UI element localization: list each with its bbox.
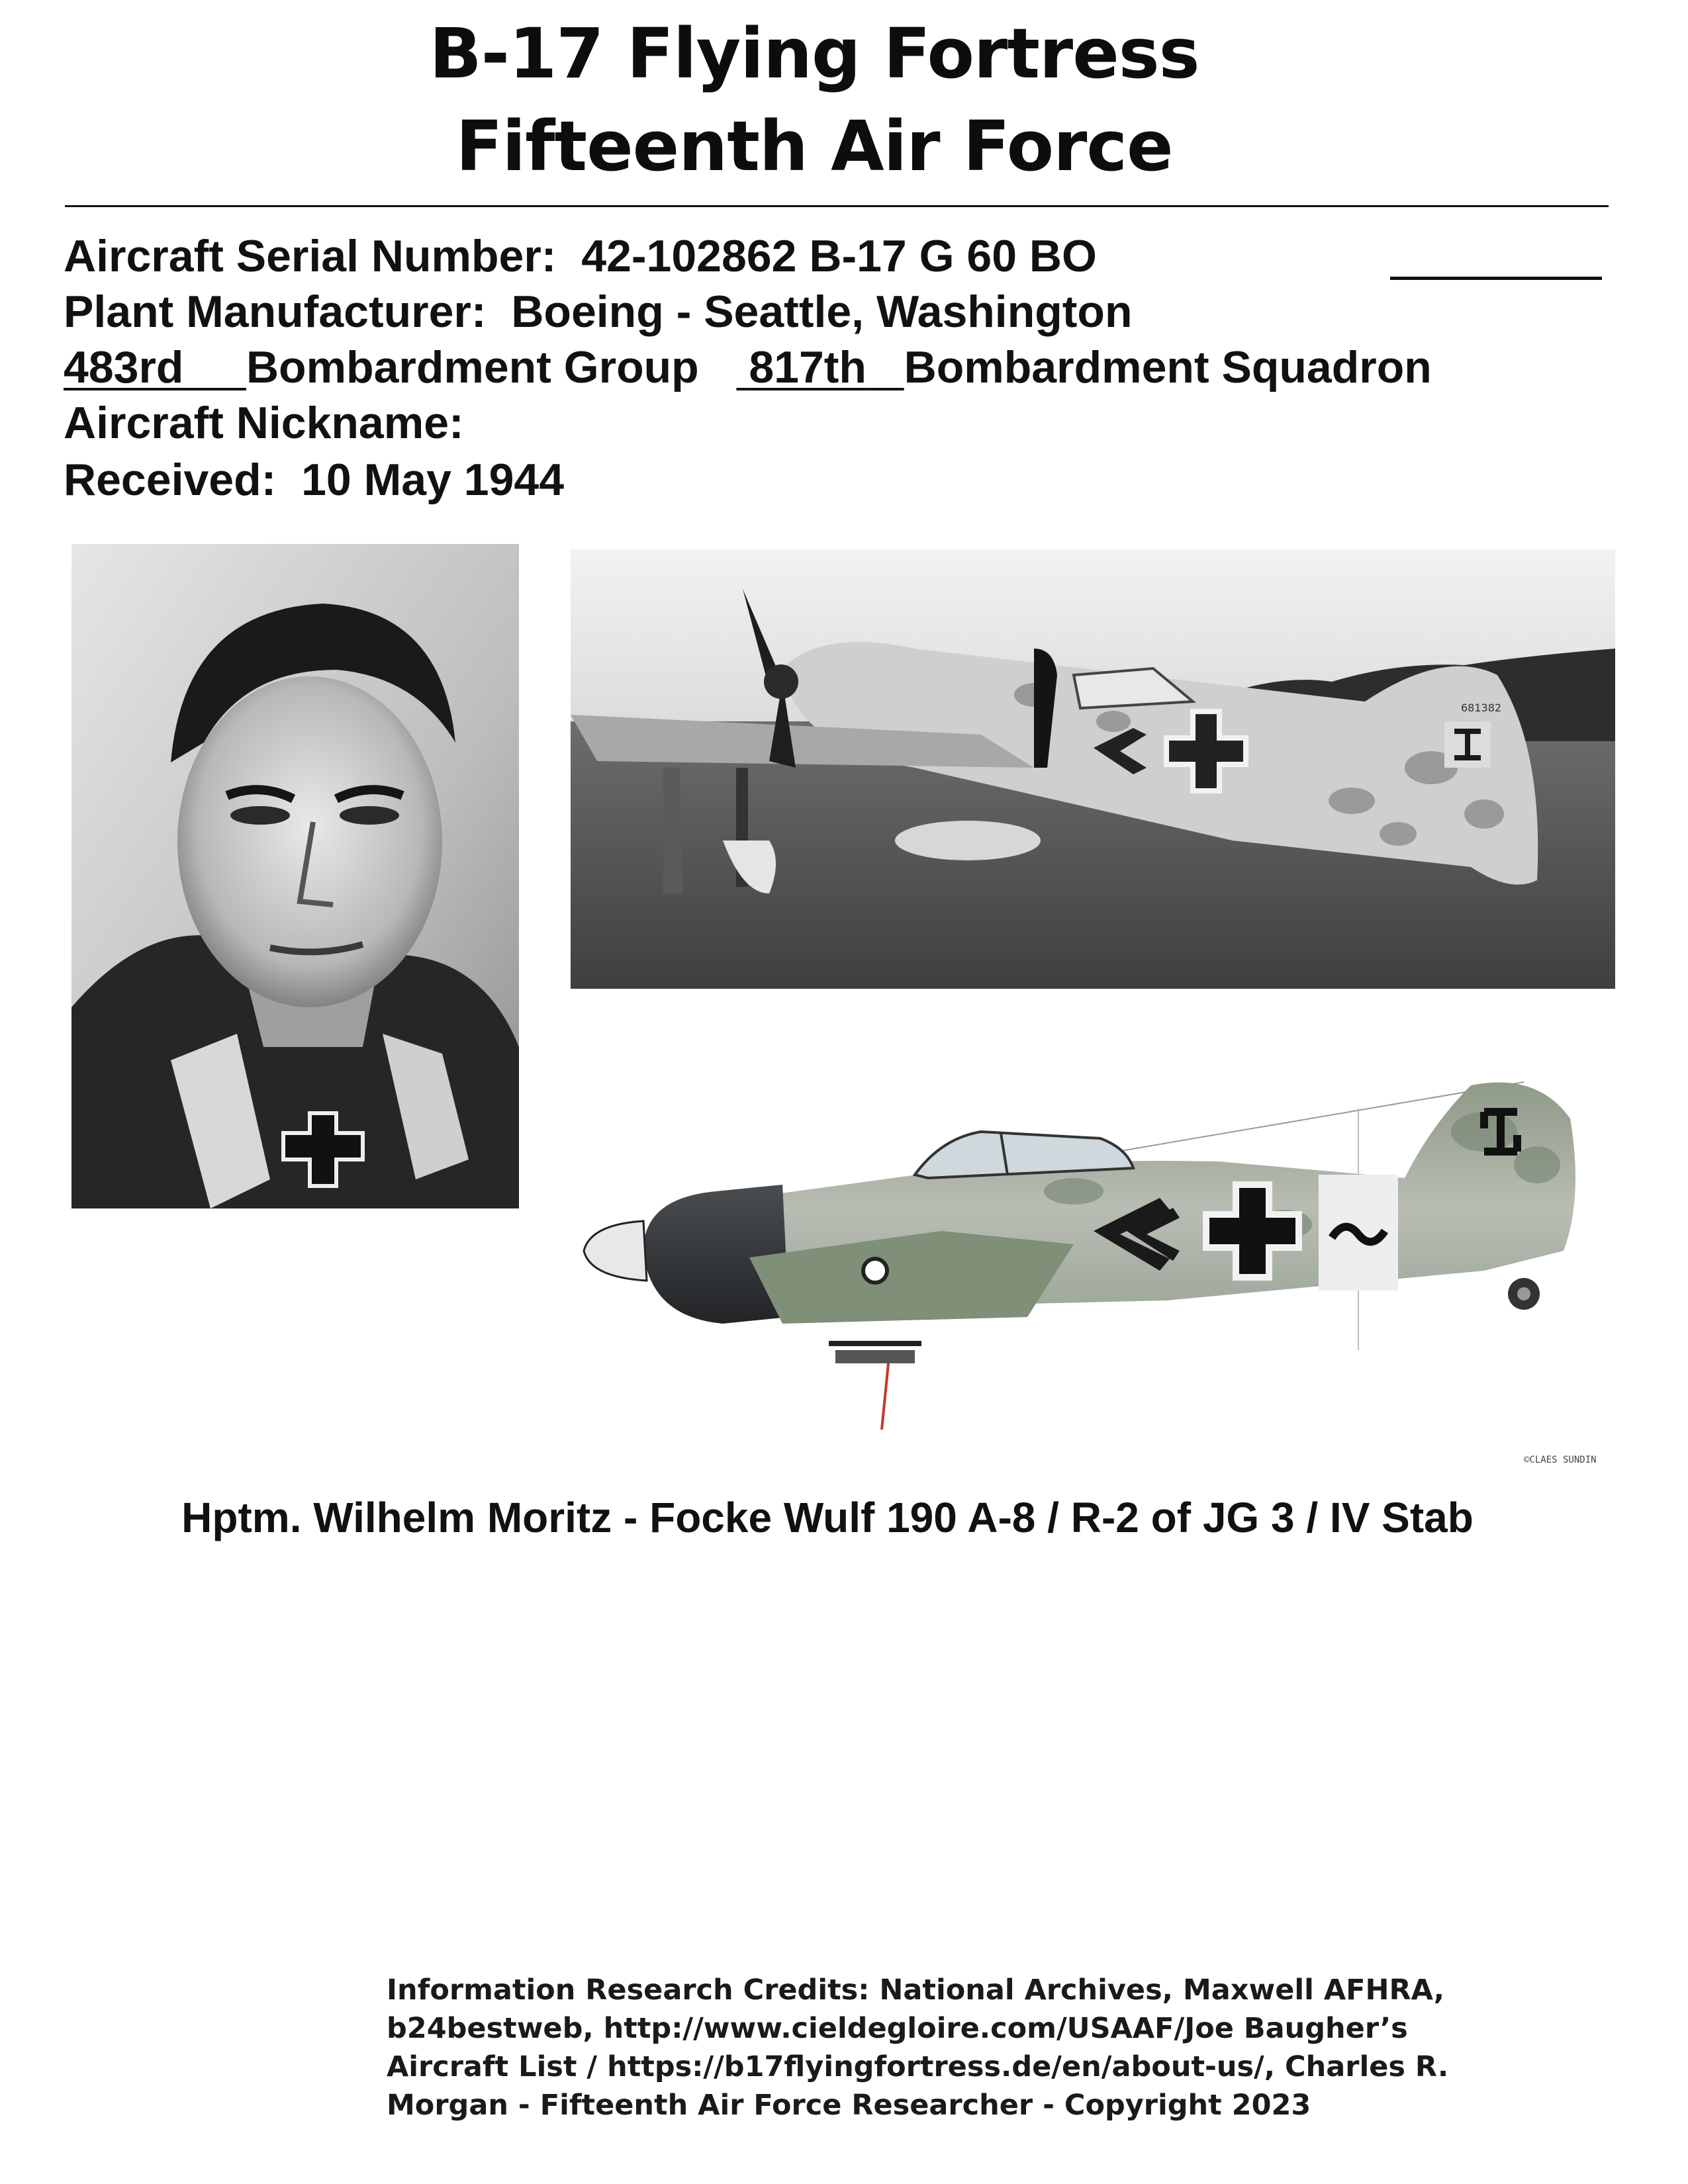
received-line: [64, 454, 564, 506]
header-divider: [65, 205, 1609, 207]
serial-label: Aircraft Serial Number:: [64, 231, 557, 281]
group-number: 483rd: [64, 342, 184, 392]
research-credits: [387, 1971, 1449, 2124]
manufacturer-label: Plant Manufacturer:: [64, 287, 487, 337]
profile-copyright-text: ©CLAES SUNDIN: [1524, 1455, 1597, 1465]
unit-line: [64, 341, 1432, 393]
credits-line-2: b24bestweb, http://www.cieldegloire.com/USAAF/Joe Baugher’s: [387, 2012, 1408, 2045]
pilot-portrait-photo: [71, 544, 519, 1208]
nickname-label: Aircraft Nickname:: [64, 398, 464, 448]
group-label: Bombardment Group: [246, 342, 699, 392]
credits-line-1: Information Research Credits: National Archives, Maxwell AFHRA,: [387, 1974, 1445, 2007]
image-caption: Hptm. Wilhelm Moritz - Focke Wulf 190 A-8 / R-2 of JG 3 / IV Stab: [181, 1494, 1474, 1541]
squadron-number: 817th: [749, 342, 867, 392]
manufacturer-value: Boeing - Seattle, Washington: [511, 287, 1133, 337]
credits-line-4: Morgan - Fifteenth Air Force Researcher - Copyright 2023: [387, 2089, 1311, 2122]
tail-serial-text: 681382: [1461, 702, 1502, 714]
blank-entry-line: [1390, 277, 1602, 280]
serial-number-line: [64, 230, 1097, 282]
received-value: 10 May 1944: [301, 455, 565, 505]
serial-value: 42-102862 B-17 G 60 BO: [581, 231, 1097, 281]
aircraft-profile-illustration: [571, 1032, 1615, 1482]
nickname-line: [64, 397, 477, 449]
page-title-line2: Fifteenth Air Force: [455, 106, 1173, 187]
squadron-label: Bombardment Squadron: [904, 342, 1432, 392]
aircraft-ground-photo: [571, 549, 1615, 989]
credits-line-3: Aircraft List / https://b17flyingfortress.de/en/about-us/, Charles R.: [387, 2050, 1449, 2083]
received-label: Received:: [64, 455, 277, 505]
page-title-line1: B-17 Flying Fortress: [429, 13, 1199, 94]
manufacturer-line: [64, 286, 1132, 338]
